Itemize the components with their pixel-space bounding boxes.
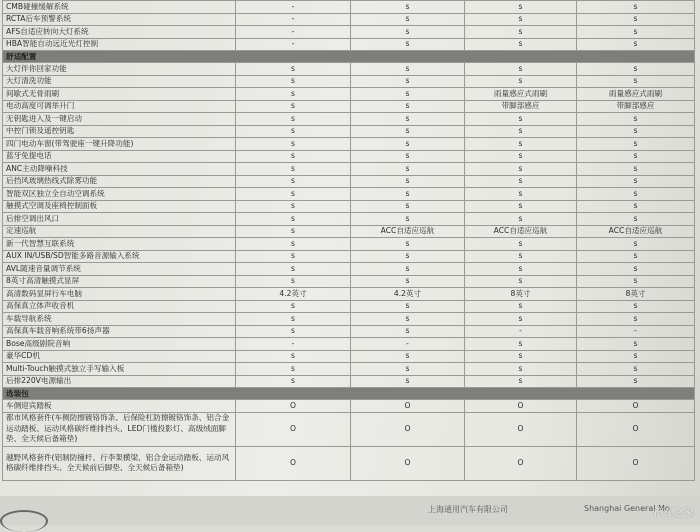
trim-value-cell: s — [351, 125, 465, 138]
section-header-row — [3, 51, 695, 63]
trim-value-cell: O — [351, 446, 465, 480]
trim-value-cell: s — [351, 188, 465, 201]
table-row — [3, 175, 695, 188]
trim-value-cell: s — [577, 163, 695, 176]
trim-value-cell: s — [465, 63, 577, 76]
table-row — [3, 313, 695, 326]
feature-name-cell: 后排空调出风口 — [3, 213, 236, 226]
trim-value-cell: s — [465, 363, 577, 376]
feature-name-cell: 智能双区独立全自动空调系统 — [3, 188, 236, 201]
trim-value-cell: s — [465, 375, 577, 388]
trim-value-cell: O — [351, 400, 465, 413]
feature-name-cell: 间歇式无骨雨刷 — [3, 88, 236, 101]
table-row — [3, 113, 695, 126]
table-row — [3, 88, 695, 101]
trim-value-cell: O — [236, 400, 351, 413]
trim-value-cell: s — [351, 363, 465, 376]
trim-value-cell: - — [465, 325, 577, 338]
trim-value-cell: - — [236, 13, 351, 26]
table-row — [3, 350, 695, 363]
trim-value-cell: s — [577, 300, 695, 313]
trim-value-cell: s — [351, 200, 465, 213]
trim-value-cell: 4.2英寸 — [236, 288, 351, 301]
feature-name-cell: RCTA后车预警系统 — [3, 13, 236, 26]
trim-value-cell: s — [351, 263, 465, 276]
table-row — [3, 225, 695, 238]
trim-value-cell: - — [577, 325, 695, 338]
table-row — [3, 200, 695, 213]
trim-value-cell: s — [465, 188, 577, 201]
trim-value-cell: s — [577, 275, 695, 288]
brand-logo — [0, 510, 48, 532]
table-row — [3, 325, 695, 338]
trim-value-cell: s — [236, 213, 351, 226]
trim-value-cell: s — [236, 350, 351, 363]
trim-value-cell: s — [577, 263, 695, 276]
table-row — [3, 38, 695, 51]
trim-value-cell: s — [351, 325, 465, 338]
trim-value-cell: s — [351, 138, 465, 151]
trim-value-cell: s — [351, 26, 465, 39]
trim-value-cell: s — [465, 75, 577, 88]
feature-name-cell: CMB碰撞缓解系统 — [3, 1, 236, 14]
feature-name-cell: HBA智能自动远近光灯控制 — [3, 38, 236, 51]
trim-value-cell: s — [351, 238, 465, 251]
trim-value-cell: s — [351, 13, 465, 26]
trim-value-cell: s — [577, 150, 695, 163]
feature-name-cell: 高清数码显屏行车电脑 — [3, 288, 236, 301]
table-row — [3, 250, 695, 263]
trim-value-cell: s — [236, 100, 351, 113]
trim-value-cell: ACC自适应巡航 — [465, 225, 577, 238]
spec-table-body — [3, 1, 695, 481]
trim-value-cell: s — [351, 75, 465, 88]
trim-value-cell: s — [465, 200, 577, 213]
trim-value-cell: s — [577, 363, 695, 376]
trim-value-cell: s — [577, 200, 695, 213]
feature-name-cell: 车侧迎宾踏板 — [3, 400, 236, 413]
trim-value-cell: O — [465, 446, 577, 480]
trim-value-cell: s — [577, 350, 695, 363]
trim-value-cell: - — [236, 38, 351, 51]
trim-value-cell: 雨量感应式雨刷 — [577, 88, 695, 101]
table-row — [3, 1, 695, 14]
feature-name-cell: 后排220V电源输出 — [3, 375, 236, 388]
trim-value-cell: s — [236, 150, 351, 163]
trim-value-cell: O — [236, 412, 351, 446]
trim-value-cell: s — [236, 225, 351, 238]
trim-value-cell: s — [465, 338, 577, 351]
trim-value-cell: s — [351, 213, 465, 226]
trim-value-cell: s — [351, 250, 465, 263]
table-row — [3, 100, 695, 113]
trim-value-cell: s — [236, 88, 351, 101]
table-row — [3, 263, 695, 276]
trim-value-cell: s — [236, 125, 351, 138]
trim-value-cell: s — [465, 26, 577, 39]
trim-value-cell: s — [577, 125, 695, 138]
trim-value-cell: 8英寸 — [465, 288, 577, 301]
trim-value-cell: s — [351, 163, 465, 176]
table-row — [3, 288, 695, 301]
trim-value-cell: O — [577, 412, 695, 446]
table-row — [3, 26, 695, 39]
trim-value-cell: s — [465, 238, 577, 251]
trim-value-cell: s — [577, 250, 695, 263]
trim-value-cell: s — [236, 363, 351, 376]
feature-name-cell: 后挡风玻璃热线式除雾功能 — [3, 175, 236, 188]
trim-value-cell: s — [465, 138, 577, 151]
trim-value-cell: s — [577, 13, 695, 26]
trim-value-cell: s — [236, 275, 351, 288]
feature-name-cell: AFS自适应转向大灯系统 — [3, 26, 236, 39]
trim-value-cell: s — [236, 188, 351, 201]
trim-value-cell: s — [351, 1, 465, 14]
feature-name-cell: 车载导航系统 — [3, 313, 236, 326]
table-row — [3, 13, 695, 26]
trim-value-cell: 8英寸 — [577, 288, 695, 301]
trim-value-cell: s — [465, 313, 577, 326]
trim-value-cell: s — [351, 313, 465, 326]
trim-value-cell: s — [577, 138, 695, 151]
feature-name-cell: 无钥匙进入及一键启动 — [3, 113, 236, 126]
trim-value-cell: O — [351, 412, 465, 446]
trim-value-cell: s — [465, 125, 577, 138]
trim-value-cell: s — [351, 375, 465, 388]
trim-value-cell: s — [577, 1, 695, 14]
trim-value-cell: s — [236, 375, 351, 388]
trim-value-cell: s — [465, 163, 577, 176]
trim-value-cell: s — [236, 300, 351, 313]
table-row — [3, 363, 695, 376]
trim-value-cell: s — [465, 300, 577, 313]
trim-value-cell: s — [236, 163, 351, 176]
trim-value-cell: 带脚部感应 — [577, 100, 695, 113]
footer-company-en: Shanghai General Mo — [584, 504, 670, 513]
trim-value-cell: s — [351, 275, 465, 288]
feature-name-cell: 中控门锁及遥控钥匙 — [3, 125, 236, 138]
feature-name-cell: 新一代智慧互联系统 — [3, 238, 236, 251]
trim-value-cell: s — [465, 113, 577, 126]
feature-name-cell: 高保真车载音响系统带6扬声器 — [3, 325, 236, 338]
trim-value-cell: - — [236, 26, 351, 39]
trim-value-cell: s — [465, 1, 577, 14]
table-row — [3, 63, 695, 76]
trim-value-cell: s — [577, 238, 695, 251]
trim-value-cell: s — [465, 263, 577, 276]
trim-value-cell: s — [236, 238, 351, 251]
feature-name-cell: AVL随速音量调节系统 — [3, 263, 236, 276]
table-row — [3, 412, 695, 446]
trim-value-cell: s — [577, 75, 695, 88]
trim-value-cell: s — [236, 175, 351, 188]
trim-value-cell: s — [577, 175, 695, 188]
trim-value-cell: 4.2英寸 — [351, 288, 465, 301]
feature-name-cell: 大灯清洗功能 — [3, 75, 236, 88]
trim-value-cell: s — [465, 175, 577, 188]
trim-value-cell: s — [236, 138, 351, 151]
feature-name-cell: 8英寸高清触摸式显屏 — [3, 275, 236, 288]
trim-value-cell: - — [351, 338, 465, 351]
feature-name-cell: Multi-Touch触摸式独立手写输入板 — [3, 363, 236, 376]
trim-value-cell: s — [577, 313, 695, 326]
table-row — [3, 338, 695, 351]
section-title: 舒适配置 — [3, 51, 695, 63]
trim-value-cell: ACC自适应巡航 — [351, 225, 465, 238]
trim-value-cell: O — [577, 446, 695, 480]
table-row — [3, 275, 695, 288]
trim-value-cell: s — [236, 263, 351, 276]
feature-name-cell: 四门电动车窗(带驾驶座一键升降功能) — [3, 138, 236, 151]
trim-value-cell: s — [465, 13, 577, 26]
trim-value-cell: s — [351, 150, 465, 163]
trim-value-cell: 雨量感应式雨刷 — [465, 88, 577, 101]
trim-value-cell: s — [236, 75, 351, 88]
trim-value-cell: O — [236, 446, 351, 480]
trim-value-cell: s — [351, 38, 465, 51]
feature-name-cell: AUX IN/USB/SD智能多路音源输入系统 — [3, 250, 236, 263]
trim-value-cell: s — [465, 38, 577, 51]
table-row — [3, 150, 695, 163]
feature-name-cell: Bose高级剧院音响 — [3, 338, 236, 351]
trim-value-cell: s — [351, 113, 465, 126]
watermark: 汽车之家 — [654, 508, 694, 519]
trim-value-cell: - — [236, 338, 351, 351]
section-title: 选装包 — [3, 388, 695, 400]
trim-value-cell: O — [465, 400, 577, 413]
trim-value-cell: O — [577, 400, 695, 413]
feature-name-cell: 电动高度可调举升门 — [3, 100, 236, 113]
trim-value-cell: s — [577, 188, 695, 201]
trim-value-cell: ACC自适应巡航 — [577, 225, 695, 238]
table-row — [3, 446, 695, 480]
trim-value-cell: s — [465, 350, 577, 363]
feature-name-cell: 大灯伴你回家功能 — [3, 63, 236, 76]
feature-name-cell: 定速巡航 — [3, 225, 236, 238]
trim-value-cell: s — [236, 313, 351, 326]
trim-value-cell: s — [236, 325, 351, 338]
trim-value-cell: s — [577, 38, 695, 51]
table-row — [3, 138, 695, 151]
table-row — [3, 375, 695, 388]
table-row — [3, 125, 695, 138]
trim-value-cell: s — [351, 300, 465, 313]
page-footer — [0, 496, 700, 525]
table-row — [3, 188, 695, 201]
footer-company-cn: 上海通用汽车有限公司 — [428, 505, 508, 514]
feature-name-cell: ANC主动降噪科技 — [3, 163, 236, 176]
table-row — [3, 163, 695, 176]
trim-value-cell: s — [577, 113, 695, 126]
feature-name-cell: 都市风格套件(车侧防擦镀铬饰条、后保险杠防擦镀铬饰条、铝合金运动踏板、运动风格碳纤维排挡头、LED门槛投影灯、高级绒面脚垫、全天候后备箱垫) — [3, 412, 236, 446]
trim-value-cell: O — [465, 412, 577, 446]
spec-table — [2, 0, 695, 481]
feature-name-cell: 触摸式空调及座椅控制面板 — [3, 200, 236, 213]
table-row — [3, 300, 695, 313]
trim-value-cell: s — [236, 63, 351, 76]
trim-value-cell: s — [351, 63, 465, 76]
trim-value-cell: s — [351, 100, 465, 113]
table-row — [3, 238, 695, 251]
trim-value-cell: s — [236, 250, 351, 263]
trim-value-cell: s — [351, 350, 465, 363]
trim-value-cell: s — [465, 150, 577, 163]
trim-value-cell: s — [465, 213, 577, 226]
trim-value-cell: s — [577, 213, 695, 226]
trim-value-cell: - — [236, 1, 351, 14]
trim-value-cell: s — [577, 338, 695, 351]
table-row — [3, 400, 695, 413]
feature-name-cell: 豪华CD机 — [3, 350, 236, 363]
trim-value-cell: s — [236, 200, 351, 213]
trim-value-cell: 带脚部感应 — [465, 100, 577, 113]
feature-name-cell: 高保真立体声收音机 — [3, 300, 236, 313]
feature-name-cell: 越野风格套件(铝制防撞杆、行李架横梁、铝合金运动踏板、运动风格碳纤维排挡头、全天候前后脚垫、全天候后备箱垫) — [3, 446, 236, 480]
section-header-row — [3, 388, 695, 400]
trim-value-cell: s — [577, 63, 695, 76]
feature-name-cell: 蓝牙免提电话 — [3, 150, 236, 163]
trim-value-cell: s — [351, 88, 465, 101]
trim-value-cell: s — [465, 250, 577, 263]
trim-value-cell: s — [351, 175, 465, 188]
trim-value-cell: s — [577, 26, 695, 39]
trim-value-cell: s — [465, 275, 577, 288]
trim-value-cell: s — [236, 113, 351, 126]
table-row — [3, 213, 695, 226]
table-row — [3, 75, 695, 88]
trim-value-cell: s — [577, 375, 695, 388]
